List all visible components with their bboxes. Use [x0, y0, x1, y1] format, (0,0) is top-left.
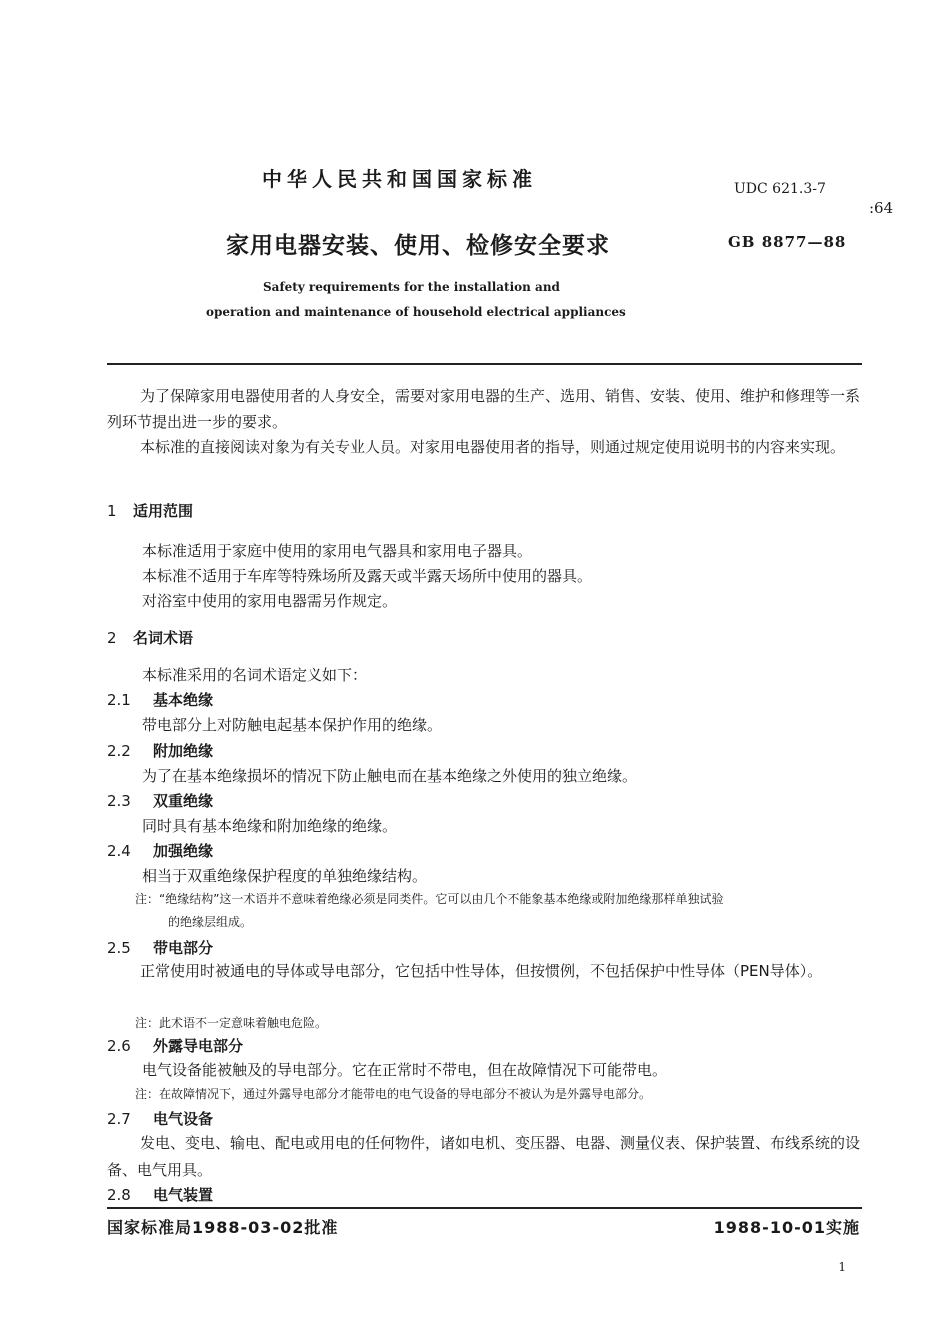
term-number: 2.8	[107, 1186, 131, 1204]
term-2-2-heading	[107, 740, 213, 761]
udc-code	[734, 180, 894, 217]
term-2-6-note: 注：在故障情况下，通过外露导电部分才能带电的电气设备的导电部分不被认为是外露导电部分。	[135, 1087, 652, 1101]
section-number: 2	[107, 629, 117, 647]
term-number: 2.6	[107, 1037, 131, 1055]
section-title: 名词术语	[133, 629, 194, 647]
english-title-line-2: operation and maintenance of household electrical appliances	[206, 305, 626, 319]
english-title-line-1: Safety requirements for the installation and	[263, 280, 560, 294]
term-2-5-note: 注：此术语不一定意味着触电危险。	[135, 1016, 328, 1030]
section-1-line-3: 对浴室中使用的家用电器需另作规定。	[142, 592, 398, 610]
intro-paragraph-1: 为了保障家用电器使用者的人身安全，需要对家用电器的生产、选用、销售、安装、使用、维护和修理等一系列环节提出进一步的要求。	[107, 387, 861, 431]
term-title: 双重绝缘	[153, 792, 214, 810]
udc-line-1: UDC 621.3-7	[734, 181, 826, 197]
udc-line-2: :64	[869, 199, 894, 217]
term-number: 2.1	[107, 691, 131, 709]
page-number: 1	[838, 1260, 846, 1274]
section-1-line-2: 本标准不适用于车库等特殊场所及露天或半露天场所中使用的器具。	[142, 567, 593, 585]
section-1-line-1: 本标准适用于家庭中使用的家用电气器具和家用电子器具。	[142, 542, 533, 560]
document-title: 家用电器安装、使用、检修安全要求	[226, 233, 610, 259]
term-2-1-heading	[107, 689, 213, 710]
term-2-5-definition: 正常使用时被通电的导体或导电部分，它包括中性导体，但按惯例，不包括保护中性导体（PEN导体）。	[140, 962, 823, 980]
term-2-6-definition: 电气设备能被触及的导电部分。它在正常时不带电，但在故障情况下可能带电。	[142, 1061, 668, 1079]
term-number: 2.5	[107, 939, 131, 957]
term-2-4-heading	[107, 840, 213, 861]
term-title: 带电部分	[153, 939, 214, 957]
term-title: 附加绝缘	[153, 742, 214, 760]
term-title: 加强绝缘	[153, 842, 214, 860]
term-number: 2.3	[107, 792, 131, 810]
term-title: 外露导电部分	[153, 1037, 244, 1055]
term-2-4-note-line-2: 的绝缘层组成。	[168, 915, 253, 929]
term-2-4-definition: 相当于双重绝缘保护程度的单独绝缘结构。	[142, 867, 428, 885]
header-rule	[107, 363, 862, 365]
intro-paragraph-2: 本标准的直接阅读对象为有关专业人员。对家用电器使用者的指导，则通过规定使用说明书的内容来实现。	[140, 438, 846, 456]
section-2-heading	[107, 627, 193, 648]
term-title: 电气装置	[153, 1186, 214, 1204]
approval-line: 国家标准局1988-03-02批准	[107, 1218, 339, 1237]
term-2-5-heading	[107, 937, 213, 958]
term-title: 基本绝缘	[153, 691, 214, 709]
term-2-6-heading	[107, 1035, 243, 1056]
section-title: 适用范围	[133, 502, 194, 520]
term-2-3-heading	[107, 790, 213, 811]
term-2-7-definition: 发电、变电、输电、配电或用电的任何物件，诸如电机、变压器、电器、测量仪表、保护装置、布线系统的设备、电气用具。	[107, 1134, 861, 1179]
term-2-8-heading	[107, 1184, 213, 1205]
section-1-heading	[107, 500, 193, 521]
term-number: 2.7	[107, 1110, 131, 1128]
section-2-intro: 本标准采用的名词术语定义如下：	[142, 666, 368, 684]
term-2-7-heading	[107, 1108, 213, 1129]
section-number: 1	[107, 502, 117, 520]
footer-rule	[107, 1207, 862, 1209]
term-2-2-definition: 为了在基本绝缘损坏的情况下防止触电而在基本绝缘之外使用的独立绝缘。	[142, 767, 638, 785]
term-title: 电气设备	[153, 1110, 214, 1128]
term-number: 2.4	[107, 842, 131, 860]
term-2-3-definition: 同时具有基本绝缘和附加绝缘的绝缘。	[142, 817, 398, 835]
term-number: 2.2	[107, 742, 131, 760]
standard-type: 中华人民共和国国家标准	[262, 167, 537, 191]
term-2-1-definition: 带电部分上对防触电起基本保护作用的绝缘。	[142, 716, 443, 734]
term-2-4-note-line-1: 注：“绝缘结构”这一术语并不意味着绝缘必须是同类件。它可以由几个不能象基本绝缘或附加绝缘那样单独试验	[135, 892, 724, 906]
gb-number: GB 8877—88	[728, 233, 847, 251]
effective-date-line: 1988-10-01实施	[713, 1218, 860, 1237]
